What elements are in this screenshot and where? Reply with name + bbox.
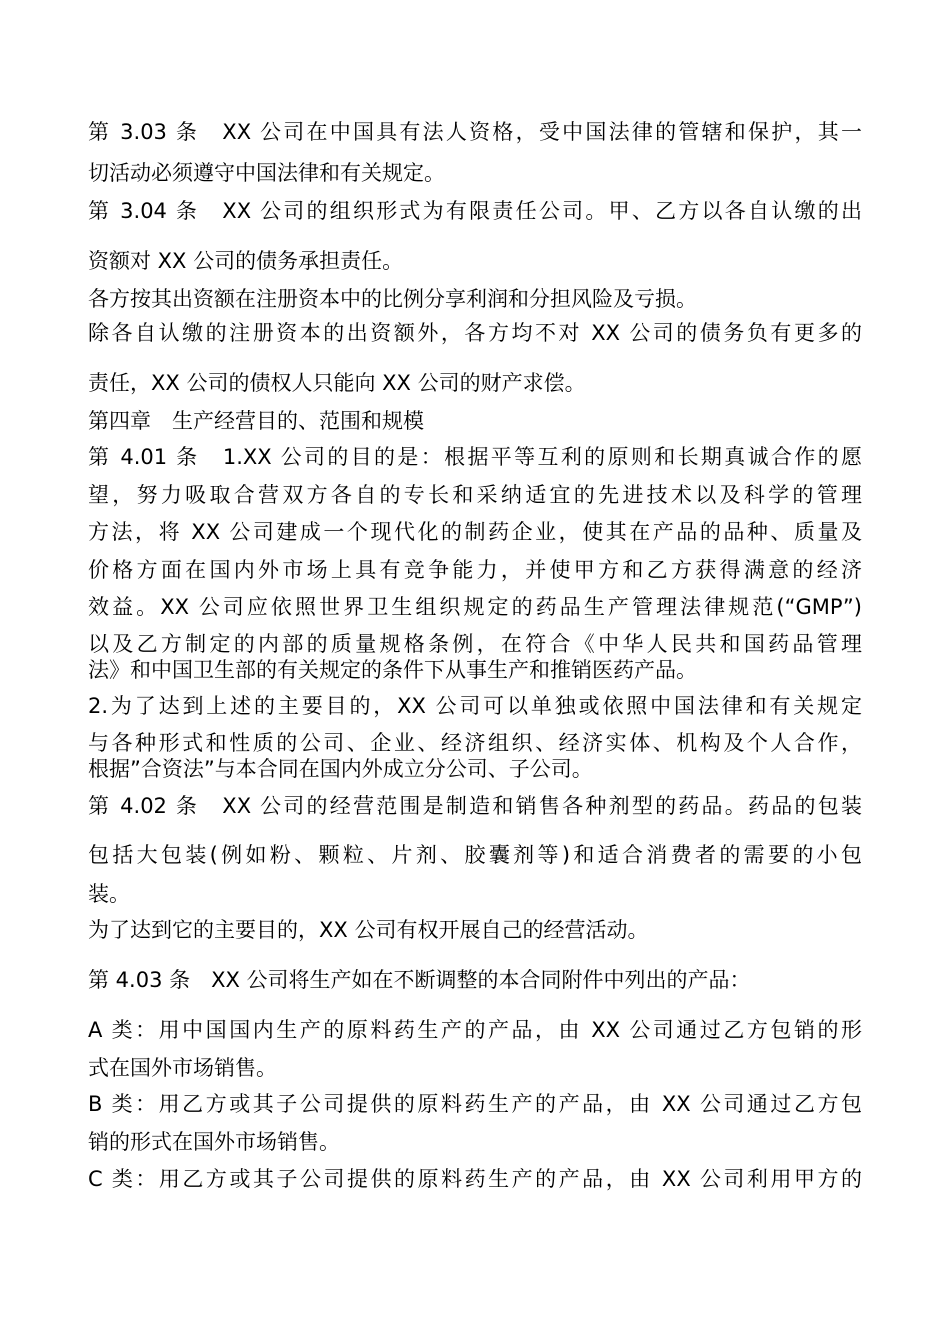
text-line: 销的形式在国外市场销售。 <box>88 1130 340 1154</box>
text-line: 第 4.02 条 XX 公司的经营范围是制造和销售各种剂型的药品。药品的包装 <box>88 794 862 818</box>
text-line: C 类：用乙方或其子公司提供的原料药生产的产品，由 XX 公司利用甲方的 <box>88 1167 862 1191</box>
chapter-heading: 第四章 生产经营目的、范围和规模 <box>88 409 424 433</box>
text-line: 根据”合资法”与本合同在国内外成立分公司、子公司。 <box>88 757 593 781</box>
text-line: 装。 <box>88 882 130 906</box>
text-line: 第 4.01 条 1.XX 公司的目的是：根据平等互利的原则和长期真诚合作的愿 <box>88 445 862 469</box>
text-line: A 类：用中国国内生产的原料药生产的产品，由 XX 公司通过乙方包销的形 <box>88 1018 862 1042</box>
text-line: 切活动必须遵守中国法律和有关规定。 <box>88 161 445 185</box>
text-line: 以及乙方制定的内部的质量规格条例，在符合《中华人民共和国药品管理 <box>88 632 862 656</box>
text-line: 法》和中国卫生部的有关规定的条件下从事生产和推销医药产品。 <box>88 658 697 682</box>
text-line: 各方按其出资额在注册资本中的比例分享利润和分担风险及亏损。 <box>88 287 697 311</box>
text-line: 方法，将 XX 公司建成一个现代化的制药企业，使其在产品的品种、质量及 <box>88 520 862 544</box>
text-line: 责任，XX 公司的债权人只能向 XX 公司的财产求偿。 <box>88 371 586 395</box>
text-line: 包括大包装(例如粉、颗粒、片剂、胶囊剂等)和适合消费者的需要的小包 <box>88 843 862 867</box>
text-line: 2.为了达到上述的主要目的，XX 公司可以单独或依照中国法律和有关规定 <box>88 694 862 718</box>
text-line: 效益。XX 公司应依照世界卫生组织规定的药品生产管理法律规范(“GMP”) <box>88 595 862 619</box>
text-line: B 类：用乙方或其子公司提供的原料药生产的产品，由 XX 公司通过乙方包 <box>88 1092 862 1116</box>
text-line: 价格方面在国内外市场上具有竞争能力，并使甲方和乙方获得满意的经济 <box>88 558 862 582</box>
text-line: 式在国外市场销售。 <box>88 1056 277 1080</box>
text-line: 第 3.04 条 XX 公司的组织形式为有限责任公司。甲、乙方以各自认缴的出 <box>88 199 862 223</box>
text-line: 第 3.03 条 XX 公司在中国具有法人资格，受中国法律的管辖和保护，其一 <box>88 120 862 144</box>
text-line: 第 4.03 条 XX 公司将生产如在不断调整的本合同附件中列出的产品： <box>88 968 751 992</box>
text-line: 除各自认缴的注册资本的出资额外，各方均不对 XX 公司的债务负有更多的 <box>88 321 862 345</box>
text-line: 资额对 XX 公司的债务承担责任。 <box>88 249 404 273</box>
text-line: 望，努力吸取合营双方各自的专长和采纳适宜的先进技术以及科学的管理 <box>88 483 862 507</box>
text-line: 为了达到它的主要目的，XX 公司有权开展自己的经营活动。 <box>88 918 649 942</box>
text-line: 与各种形式和性质的公司、企业、经济组织、经济实体、机构及个人合作， <box>88 731 862 755</box>
